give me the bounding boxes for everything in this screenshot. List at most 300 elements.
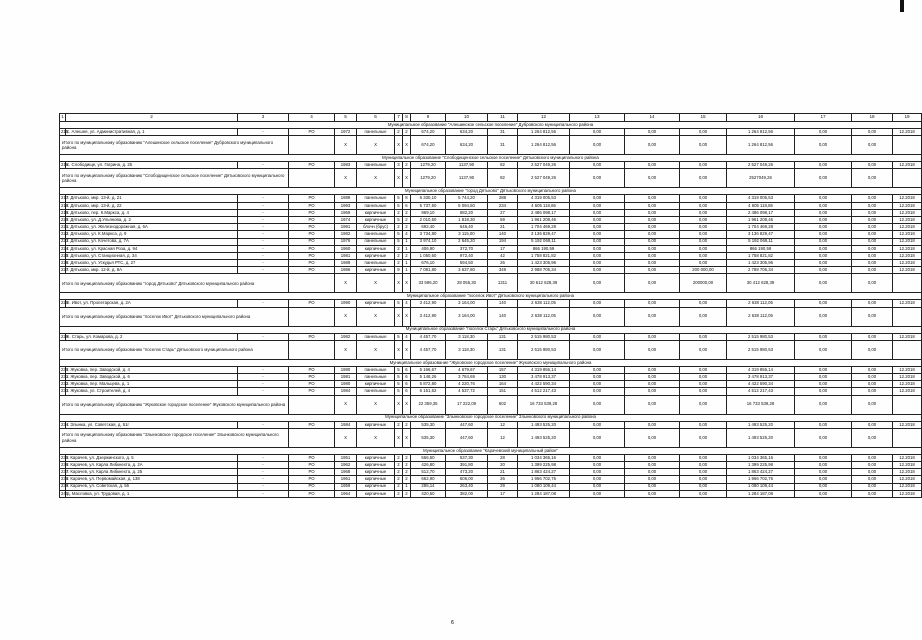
table-cell: 1962 xyxy=(335,461,357,468)
table-cell: 0,00 xyxy=(625,483,680,490)
table-cell: 2 486 098,17 xyxy=(518,209,570,216)
table-cell: 0,00 xyxy=(570,267,625,274)
table-cell: 0,00 xyxy=(680,421,727,428)
table-cell: 0,00 xyxy=(625,469,680,476)
table-cell: - xyxy=(238,454,289,461)
table-cell: 2 xyxy=(403,421,411,428)
table-row xyxy=(60,476,922,483)
table-cell: кирпичные xyxy=(357,469,395,476)
table-cell: 0,00 xyxy=(795,129,852,136)
table-row xyxy=(60,267,922,274)
table-cell: 0,00 xyxy=(680,195,727,202)
table-cell: РО xyxy=(289,267,335,274)
table-cell: 2 xyxy=(395,469,403,476)
table-cell: - xyxy=(238,195,289,202)
column-number: 1 xyxy=(60,114,66,122)
table-cell: 0,00 xyxy=(680,209,727,216)
table-cell: кирпичные xyxy=(357,209,395,216)
table-cell: п. Ивот, ул. Пролетарская, д. 2А xyxy=(66,300,238,307)
table-row xyxy=(60,366,922,373)
table-cell: 1983 xyxy=(335,162,357,169)
total-cell: 0,00 xyxy=(625,136,680,155)
table-cell: 0,00 xyxy=(570,469,625,476)
table-cell: 235 xyxy=(61,454,69,460)
total-cell: 0,00 xyxy=(625,169,680,188)
table-cell: 0,00 xyxy=(625,162,680,169)
table-cell: 4 422 590,34 xyxy=(518,381,570,388)
table-cell: 1984 xyxy=(335,421,357,428)
table-cell: - xyxy=(238,209,289,216)
table-row xyxy=(60,469,922,476)
total-cell: 3 164,00 xyxy=(446,307,488,326)
total-cell xyxy=(893,395,922,414)
table-cell: кирпичные xyxy=(357,267,395,274)
table-cell: 0,00 xyxy=(625,260,680,267)
table-cell: 12.2018 xyxy=(893,209,922,216)
total-cell: 2 638 112,05 xyxy=(727,307,795,326)
table-cell: 26 xyxy=(488,476,518,483)
table-cell: 0,00 xyxy=(570,476,625,483)
table-cell: - xyxy=(238,366,289,373)
table-cell: 230 xyxy=(61,366,69,372)
table-cell: 1 704 469,28 xyxy=(727,224,795,231)
total-cell: 0,00 xyxy=(570,274,625,293)
table-cell: 674,20 xyxy=(411,129,446,136)
table-cell: 2 xyxy=(395,421,403,428)
column-number: 18 xyxy=(852,114,893,122)
table-cell: 0,00 xyxy=(570,202,625,209)
table-cell: 0,00 xyxy=(625,267,680,274)
table-cell: 5 166,67 xyxy=(411,366,446,373)
table-row xyxy=(60,300,922,307)
table-cell: 140 xyxy=(488,231,518,238)
total-row xyxy=(60,340,922,359)
table-cell: г. Дятьково, ул. Кочетова, д. 7А xyxy=(66,238,238,245)
table-row xyxy=(60,252,922,259)
table-cell: 1 xyxy=(403,245,411,252)
table-cell: 0,00 xyxy=(625,202,680,209)
column-number: 5 xyxy=(335,114,357,122)
column-number: 9 xyxy=(411,114,446,122)
table-cell: 0,00 xyxy=(570,209,625,216)
total-cell: 3 412,90 xyxy=(411,307,446,326)
table-cell: 0,00 xyxy=(680,490,727,497)
table-cell: 2 788 705,34 xyxy=(727,267,795,274)
table-cell: РО xyxy=(289,300,335,307)
total-cell: 0,00 xyxy=(852,274,893,293)
table-cell: 0,00 xyxy=(852,366,893,373)
table-cell: - xyxy=(238,476,289,483)
table-cell: - xyxy=(238,374,289,381)
table-cell: г. Карачев, ул. Советская, д. 56 xyxy=(66,483,238,490)
table-cell: 0,00 xyxy=(625,374,680,381)
table-cell: - xyxy=(238,461,289,468)
total-cell: X xyxy=(357,274,395,293)
total-cell: 140 xyxy=(488,307,518,326)
table-cell: г. Дятьково, мкр. 12-й, д. 8А xyxy=(66,267,238,274)
total-cell: 1 264 812,56 xyxy=(727,136,795,155)
total-cell xyxy=(289,307,335,326)
table-cell: 12.2018 xyxy=(893,129,922,136)
table-cell: 1 966 702,76 xyxy=(518,476,570,483)
table-cell: 1980 xyxy=(335,381,357,388)
table-cell: г. Карачев, ул. Карла Либкнехта, д. 2А xyxy=(66,461,238,468)
total-cell: 82 xyxy=(488,169,518,188)
table-cell: 0,00 xyxy=(852,490,893,497)
table-cell: РО xyxy=(289,224,335,231)
table-cell: 6 xyxy=(403,388,411,395)
table-cell: 2 xyxy=(395,245,403,252)
table-cell: - xyxy=(238,333,289,340)
table-cell: 234 xyxy=(488,202,518,209)
table-cell: 0,00 xyxy=(625,252,680,259)
table-cell: 2 988 705,34 xyxy=(518,267,570,274)
table-cell: 0,00 xyxy=(795,162,852,169)
table-cell: 0,00 xyxy=(625,224,680,231)
table-cell: 224 xyxy=(61,245,69,251)
table-cell: 420,50 xyxy=(411,490,446,497)
total-cell: 30 612 628,39 xyxy=(518,274,570,293)
total-row xyxy=(60,395,922,414)
table-cell: 231 xyxy=(61,373,69,379)
column-number: 17 xyxy=(795,114,852,122)
table-cell: РО xyxy=(289,209,335,216)
column-number: 13 xyxy=(570,114,625,122)
table-cell: 221 xyxy=(61,224,69,230)
table-cell: 0,00 xyxy=(625,238,680,245)
total-cell xyxy=(289,169,335,188)
table-cell: 5 xyxy=(395,238,403,245)
table-cell: г. Дятьково, мкр. 13-й, д. 22 xyxy=(66,202,238,209)
total-cell: 0,00 xyxy=(570,395,625,414)
table-cell: 1 863 424,27 xyxy=(727,469,795,476)
table-cell: 0,00 xyxy=(852,216,893,223)
total-label: Итого по муниципальному образованию "поселок Старь" Дятьковского муниципального района xyxy=(60,340,289,359)
total-cell: X xyxy=(403,428,411,447)
table-cell: 4 319 005,53 xyxy=(727,195,795,202)
total-cell: X xyxy=(335,307,357,326)
table-cell: г. Жуковка, пер. Заводской, д. 4 xyxy=(66,366,238,373)
table-cell: 0,00 xyxy=(570,381,625,388)
table-cell: - xyxy=(238,238,289,245)
table-cell: 0,00 xyxy=(852,454,893,461)
total-cell: X xyxy=(357,428,395,447)
table-cell: 12.2018 xyxy=(893,300,922,307)
table-cell: 2 xyxy=(395,129,403,136)
column-number: 10 xyxy=(446,114,488,122)
total-cell: X xyxy=(403,169,411,188)
table-cell: 1976 xyxy=(335,238,357,245)
table-cell: 0,00 xyxy=(795,209,852,216)
table-cell: 12 xyxy=(488,421,518,428)
table-cell: 5 737,50 xyxy=(411,202,446,209)
table-cell: 0,00 xyxy=(852,483,893,490)
table-cell: 0,00 xyxy=(852,476,893,483)
table-cell: 0,00 xyxy=(625,388,680,395)
column-number: 4 xyxy=(289,114,335,122)
table-cell: 0,00 xyxy=(570,490,625,497)
table-cell: 21 xyxy=(488,469,518,476)
total-cell: X xyxy=(403,274,411,293)
table-cell: 12.2018 xyxy=(893,231,922,238)
table-cell: 1964 xyxy=(335,490,357,497)
table-cell: 1 050,60 xyxy=(411,252,446,259)
total-cell: 0,00 xyxy=(625,428,680,447)
table-cell: РО xyxy=(289,231,335,238)
table-cell: РО xyxy=(289,469,335,476)
table-cell: 0,00 xyxy=(852,224,893,231)
table-cell: 12.2018 xyxy=(893,490,922,497)
table-cell: 2 xyxy=(403,209,411,216)
total-cell: 0,00 xyxy=(680,136,727,155)
table-cell: 9 xyxy=(395,267,403,274)
table-cell: РО xyxy=(289,461,335,468)
total-cell: 0,00 xyxy=(625,274,680,293)
table-cell: 3 974,10 xyxy=(411,238,446,245)
total-cell: 2 515 980,53 xyxy=(518,340,570,359)
total-cell: X xyxy=(357,307,395,326)
table-cell: 646,40 xyxy=(446,224,488,231)
table-cell: 3 164,00 xyxy=(446,300,488,307)
table-cell: 0,00 xyxy=(680,333,727,340)
table-cell: 0,00 xyxy=(852,333,893,340)
table-cell: 0,00 xyxy=(852,260,893,267)
table-cell: РО xyxy=(289,129,335,136)
column-number: 15 xyxy=(680,114,727,122)
table-cell: 382,00 xyxy=(446,490,488,497)
table-cell: 1984 xyxy=(335,388,357,395)
table-cell: 6 151,62 xyxy=(411,388,446,395)
total-cell: 0,00 xyxy=(570,169,625,188)
table-cell: 0,00 xyxy=(680,461,727,468)
total-cell: 33 596,20 xyxy=(411,274,446,293)
table-cell: 0,00 xyxy=(852,252,893,259)
table-cell: 5 xyxy=(395,216,403,223)
table-cell: 200 000,00 xyxy=(680,267,727,274)
table-cell: 0,00 xyxy=(680,366,727,373)
total-cell: 0,00 xyxy=(795,136,852,155)
table-cell: 2 486 098,17 xyxy=(727,209,795,216)
table-cell: 535,30 xyxy=(411,421,446,428)
table-row xyxy=(60,454,922,461)
table-cell: кирпичные xyxy=(357,483,395,490)
section-title: Муниципальное образование "Злынковское городское поселение" Злынковского муниципального района xyxy=(60,414,922,421)
table-cell: г. Дятьково, пер. К.Маркса, д. 4 xyxy=(66,209,238,216)
table-row xyxy=(60,421,922,428)
table-cell: 1 704 469,28 xyxy=(518,224,570,231)
table-cell: 227 xyxy=(61,267,69,273)
total-cell: 634,20 xyxy=(446,136,488,155)
table-cell: 0,00 xyxy=(852,421,893,428)
total-row xyxy=(60,169,922,188)
section-title: Муниципальное образование "Алешинское сельское поселение" Дубровского муниципального района xyxy=(60,122,922,129)
table-cell: блочн (брус) xyxy=(357,224,395,231)
table-cell: РО xyxy=(289,490,335,497)
table-cell: 5 192 069,11 xyxy=(518,238,570,245)
table-cell: 0,00 xyxy=(570,231,625,238)
table-cell: 12.2018 xyxy=(893,245,922,252)
table-cell: 225 xyxy=(61,252,69,258)
total-row xyxy=(60,307,922,326)
total-cell: X xyxy=(403,395,411,414)
table-cell: г. Дятьково, ул. Красная Роза, д. 94 xyxy=(66,245,238,252)
table-cell: 4 457,70 xyxy=(411,333,446,340)
table-cell: 12.2018 xyxy=(893,483,922,490)
column-number: 12 xyxy=(518,114,570,122)
table-cell: 2 xyxy=(395,476,403,483)
table-cell: 349 xyxy=(488,267,518,274)
table-cell: 2 xyxy=(403,490,411,497)
total-cell: 16 733 539,28 xyxy=(727,395,795,414)
total-cell: 0,00 xyxy=(625,395,680,414)
table-cell: 0,00 xyxy=(625,333,680,340)
section-title-row xyxy=(60,359,922,366)
table-cell: кирпичные xyxy=(357,216,395,223)
table-cell: 5 192 069,11 xyxy=(727,238,795,245)
table-cell: 5 xyxy=(395,366,403,373)
table-row xyxy=(60,374,922,381)
table-cell: 0,00 xyxy=(852,238,893,245)
table-cell: г. Карачев, ул. Дзержинского, д. 5 xyxy=(66,454,238,461)
table-cell: 1989 xyxy=(335,195,357,202)
table-cell: 372,70 xyxy=(446,245,488,252)
table-cell: - xyxy=(238,483,289,490)
column-number: 8 xyxy=(403,114,411,122)
table-cell: 866 190,59 xyxy=(518,245,570,252)
table-cell: 3 xyxy=(395,162,403,169)
column-number: 11 xyxy=(488,114,518,122)
table-cell: 2 xyxy=(403,252,411,259)
table-cell: 130 xyxy=(488,374,518,381)
table-cell: 0,00 xyxy=(625,454,680,461)
section-title: Муниципальное образование "поселок Ивот" Дятьковского муниципального района xyxy=(60,293,922,300)
table-row xyxy=(60,162,922,169)
table-cell: 0,00 xyxy=(625,381,680,388)
table-cell: 0,00 xyxy=(852,381,893,388)
table-cell: 0,00 xyxy=(680,260,727,267)
table-cell: 0,00 xyxy=(570,245,625,252)
table-cell: 0,00 xyxy=(625,490,680,497)
table-cell: 0,00 xyxy=(625,129,680,136)
table-cell: РО xyxy=(289,195,335,202)
table-cell: - xyxy=(238,224,289,231)
table-cell: 682,20 xyxy=(446,209,488,216)
table-cell: - xyxy=(238,267,289,274)
total-cell: 0,00 xyxy=(852,395,893,414)
section-title: Муниципальное образование "Карачевский муниципальный район" xyxy=(60,447,922,454)
table-cell: 1 758 821,82 xyxy=(727,252,795,259)
table-cell: 4 679,67 xyxy=(446,366,488,373)
table-cell: 0,00 xyxy=(795,267,852,274)
table-cell: 606,00 xyxy=(446,476,488,483)
table-cell: 0,00 xyxy=(570,388,625,395)
table-cell: 3 412,90 xyxy=(411,300,446,307)
total-cell xyxy=(893,136,922,155)
table-cell: панельные xyxy=(357,260,395,267)
table-cell: 2 527 049,26 xyxy=(727,162,795,169)
table-cell: 0,00 xyxy=(625,461,680,468)
table-cell: 1974 xyxy=(335,216,357,223)
section-title: Муниципальное образование "Слободищенское сельское поселение" Дятьковского муниципального района xyxy=(60,155,922,162)
table-cell: 1 284 187,08 xyxy=(727,490,795,497)
total-cell: X xyxy=(395,395,403,414)
total-cell: 602 xyxy=(488,395,518,414)
table-cell: г. Злынка, ул. Советская, д. 51г xyxy=(66,421,238,428)
table-cell: 2 xyxy=(403,224,411,231)
table-cell: 866 190,59 xyxy=(727,245,795,252)
table-cell: 240 xyxy=(61,490,69,496)
table-cell: 0,00 xyxy=(680,245,727,252)
table-cell: 1 493 525,20 xyxy=(518,421,570,428)
table-cell: 0,00 xyxy=(795,421,852,428)
table-cell: 1961 xyxy=(335,476,357,483)
table-cell: 220 xyxy=(61,216,69,222)
total-cell: 2 638 112,05 xyxy=(518,307,570,326)
table-cell: 1993 xyxy=(335,202,357,209)
total-label: Итого по муниципальному образованию "Жуковское городское поселение" Жуковского муниципального района xyxy=(60,395,289,414)
section-title: Муниципальное образование "город Дятьково" Дятьковского муниципального района xyxy=(60,188,922,195)
table-cell: 4 319 005,53 xyxy=(518,195,570,202)
table-cell: 42 xyxy=(488,252,518,259)
table-cell: 4 422 590,34 xyxy=(727,381,795,388)
table-cell: 0,00 xyxy=(852,461,893,468)
total-cell: 0,00 xyxy=(852,340,893,359)
table-cell: 2 xyxy=(403,469,411,476)
table-cell: - xyxy=(238,231,289,238)
table-row xyxy=(60,388,922,395)
table-row xyxy=(60,195,922,202)
table-cell: 972,40 xyxy=(446,252,488,259)
table-cell: 0,00 xyxy=(570,333,625,340)
table-cell: 217 xyxy=(61,195,69,201)
table-cell: 4 xyxy=(403,231,411,238)
total-cell: 0,00 xyxy=(795,169,852,188)
table-cell: 2 xyxy=(395,224,403,231)
table-cell: РО xyxy=(289,388,335,395)
table-cell: 0,00 xyxy=(795,216,852,223)
table-cell: - xyxy=(238,490,289,497)
table-cell: 0,00 xyxy=(570,300,625,307)
table-cell: РО xyxy=(289,366,335,373)
total-cell: 30 412 628,39 xyxy=(727,274,795,293)
table-cell: 0,00 xyxy=(570,260,625,267)
table-cell: 5 xyxy=(395,388,403,395)
table-cell: 12.2018 xyxy=(893,202,922,209)
table-cell: 0,00 xyxy=(570,252,625,259)
table-cell: 3 136 829,47 xyxy=(727,231,795,238)
table-cell: 1 863 424,27 xyxy=(518,469,570,476)
table-cell: 226 xyxy=(61,260,69,265)
table-cell: 12.2018 xyxy=(893,252,922,259)
table-cell: 5 xyxy=(395,333,403,340)
table-cell: 0,00 xyxy=(570,195,625,202)
table-cell: 3 115,00 xyxy=(446,231,488,238)
table-cell: 223 xyxy=(61,238,69,244)
table-cell: - xyxy=(238,421,289,428)
total-cell: 1 493 525,20 xyxy=(727,428,795,447)
table-cell: 0,00 xyxy=(795,366,852,373)
table-cell: 3 118,30 xyxy=(446,333,488,340)
table-cell: 0,00 xyxy=(680,476,727,483)
table-cell: 0,00 xyxy=(680,469,727,476)
table-cell: РО xyxy=(289,162,335,169)
table-row xyxy=(60,231,922,238)
table-cell: 1981 xyxy=(335,252,357,259)
table-cell: 0,00 xyxy=(625,366,680,373)
total-cell: 0,00 xyxy=(680,340,727,359)
table-cell: 3 478 913,37 xyxy=(727,374,795,381)
table-cell: 0,00 xyxy=(570,216,625,223)
